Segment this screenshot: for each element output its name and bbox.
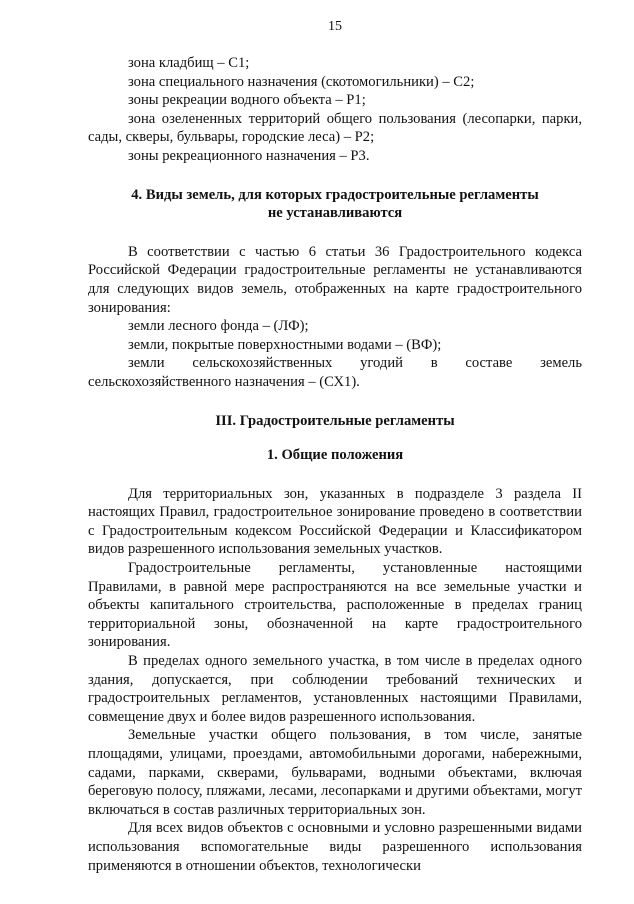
part-3-title: III. Градостроительные регламенты bbox=[215, 412, 455, 429]
land-type-item: земли, покрытые поверхностными водами – (ВФ); bbox=[128, 336, 442, 353]
zone-item: зона специального назначения (скотомогильники) – С2; bbox=[128, 73, 475, 90]
zone-item: зона озелененных территорий общего пользования (лесопарки, парки, сады, скверы, бульвары, городские леса) – Р2; bbox=[88, 110, 582, 146]
zone-list bbox=[88, 54, 582, 166]
section-4-heading bbox=[88, 186, 582, 223]
section-4-intro: В соответствии с частью 6 статьи 36 Градостроительного кодекса Российской Федерации градостроительные регламенты не устанавливаются для следующих видов земель, отображенных на карте градостроительного зонирования: bbox=[88, 243, 582, 316]
land-type-item: земли сельскохозяйственных угодий в составе земель сельскохозяйственного назначения – (СХ1). bbox=[88, 355, 582, 390]
body-paragraph: Для территориальных зон, указанных в подразделе 3 раздела II настоящих Правил, градостроительное зонирование проведено в соответствии с Градостроительным кодексом Российской Федерации и Классификатором видов разрешенного использования земельных участков. bbox=[88, 485, 582, 558]
document-page bbox=[88, 18, 582, 875]
section-4-title-line-2: не устанавливаются bbox=[267, 205, 403, 222]
body-paragraph: В пределах одного земельного участка, в том числе в пределах одного здания, допускается, при соблюдении требований технических и градостроительных регламентов, установленных настоящими Правилами, совмещение двух и более видов разрешенного использования. bbox=[88, 653, 582, 725]
land-type-item: земли лесного фонда – (ЛФ); bbox=[128, 318, 309, 335]
body-paragraph: Для всех видов объектов с основными и условно разрешенными видами использования вспомогательные виды разрешенного использования применяются в отношении объектов, технологически bbox=[88, 820, 582, 874]
section-4-title-line-1: 4. Виды земель, для которых градостроительные регламенты bbox=[131, 186, 539, 203]
body-paragraph: Градостроительные регламенты, установленные настоящими Правилами, в равной мере распространяются на все земельные участки и объекты капитального строительства, расположенные в пределах границ территориальной зоны, обозначенной на карте градостроительного зонирования. bbox=[88, 560, 582, 651]
zone-item: зоны рекреации водного объекта – Р1; bbox=[128, 92, 366, 109]
page-number: 15 bbox=[328, 19, 342, 34]
section-1-title: 1. Общие положения bbox=[266, 447, 404, 464]
body-paragraph: Земельные участки общего пользования, в том числе, занятые площадями, улицами, проездами, автомобильными дорогами, набережными, садами, парками, скверами, бульварами, водными объектами, включая береговую полосу, пляжами, лесами, лесопарками и другими объектами, могут включаться в состав различных территориальных зон. bbox=[88, 727, 582, 818]
zone-item: зона кладбищ – С1; bbox=[128, 55, 250, 71]
zone-item: зоны рекреационного назначения – Р3. bbox=[128, 147, 370, 164]
